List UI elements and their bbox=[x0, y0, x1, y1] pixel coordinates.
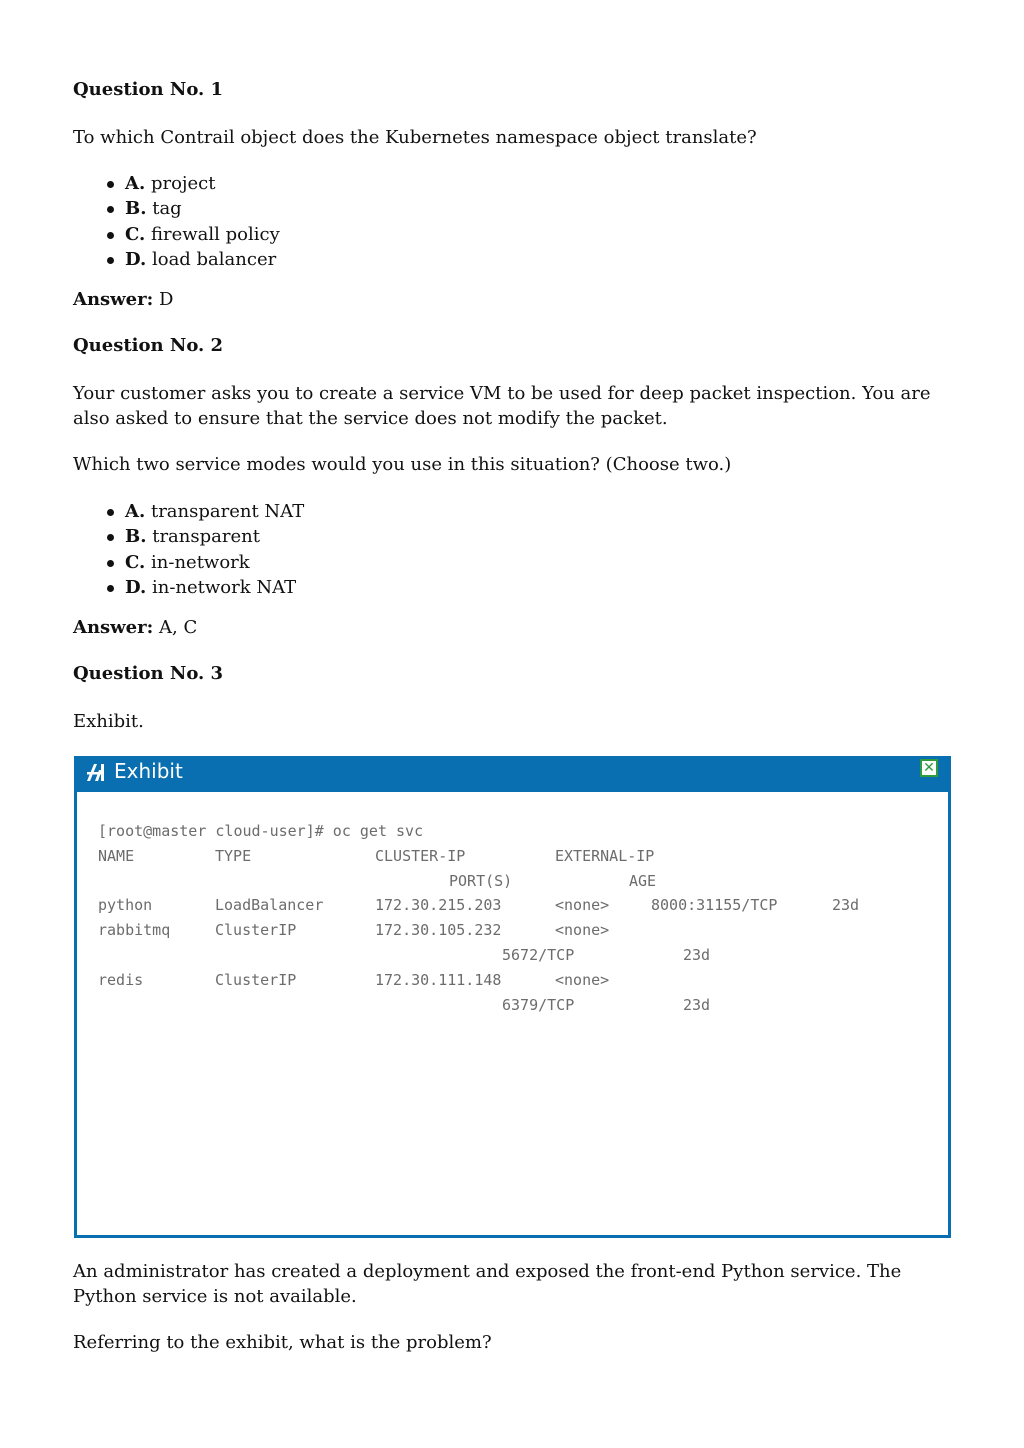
question-1-answer bbox=[73, 289, 173, 310]
bullet-icon bbox=[107, 206, 114, 213]
question-3-text-after: An administrator has created a deployment and exposed the front-end Python service. The Python service is not available. bbox=[73, 1261, 902, 1307]
row-cluster-ip: 172.30.215.203 bbox=[375, 896, 502, 914]
bullet-icon bbox=[107, 509, 114, 516]
row-ports: 8000:31155/TCP bbox=[651, 896, 778, 914]
answer-label: Answer: bbox=[73, 617, 154, 638]
row-age: 23d bbox=[683, 996, 711, 1014]
exhibit-title-bar bbox=[74, 756, 951, 790]
row-name: redis bbox=[98, 971, 144, 989]
row-ports: 5672/TCP bbox=[502, 946, 575, 964]
terminal-output bbox=[77, 792, 948, 1235]
header-type: TYPE bbox=[215, 847, 252, 865]
header-ports: PORT(S) bbox=[449, 872, 513, 890]
option-text: in-network NAT bbox=[151, 576, 297, 598]
option-letter: A. bbox=[125, 501, 146, 522]
option-text: transparent NAT bbox=[150, 501, 305, 522]
option-letter: C. bbox=[125, 551, 146, 573]
question-2-text-2: Which two service modes would you use in this situation? (Choose two.) bbox=[73, 454, 732, 475]
option-letter: B. bbox=[125, 526, 147, 548]
option-text: transparent bbox=[152, 526, 260, 548]
row-cluster-ip: 172.30.105.232 bbox=[375, 921, 502, 939]
answer-value: D bbox=[159, 289, 174, 310]
row-type: ClusterIP bbox=[215, 971, 297, 989]
row-name: rabbitmq bbox=[98, 921, 171, 939]
bullet-icon bbox=[107, 585, 114, 592]
row-age: 23d bbox=[832, 896, 860, 914]
option-text: load balancer bbox=[151, 248, 277, 270]
header-age: AGE bbox=[629, 872, 657, 890]
option-item bbox=[73, 196, 280, 221]
option-text: project bbox=[150, 173, 216, 194]
option-letter: D. bbox=[125, 576, 147, 598]
bullet-icon bbox=[107, 181, 114, 188]
answer-label: Answer: bbox=[73, 289, 154, 310]
row-cluster-ip: 172.30.111.148 bbox=[375, 971, 502, 989]
question-2-options bbox=[73, 499, 304, 600]
option-text: firewall policy bbox=[151, 223, 280, 245]
bullet-icon bbox=[107, 560, 114, 567]
option-item bbox=[73, 575, 304, 600]
row-type: LoadBalancer bbox=[215, 896, 324, 914]
question-3-text-after-2: Referring to the exhibit, what is the problem? bbox=[73, 1332, 492, 1353]
option-item bbox=[73, 499, 304, 524]
option-item bbox=[73, 222, 280, 247]
question-1-text: To which Contrail object does the Kubernetes namespace object translate? bbox=[73, 127, 757, 148]
option-letter: A. bbox=[125, 173, 146, 194]
bullet-icon bbox=[107, 232, 114, 239]
question-1-title: Question No. 1 bbox=[73, 79, 224, 100]
option-text: tag bbox=[152, 198, 182, 220]
option-item bbox=[73, 550, 304, 575]
header-cluster-ip: CLUSTER-IP bbox=[375, 847, 466, 865]
bullet-icon bbox=[107, 257, 114, 264]
row-type: ClusterIP bbox=[215, 921, 297, 939]
option-item bbox=[73, 171, 280, 196]
exhibit-window bbox=[74, 756, 951, 1238]
row-external-ip: <none> bbox=[555, 896, 610, 914]
bullet-icon bbox=[107, 534, 114, 541]
option-letter: B. bbox=[125, 198, 147, 220]
option-item bbox=[73, 247, 280, 272]
option-letter: C. bbox=[125, 223, 146, 245]
question-3-text: Exhibit. bbox=[73, 711, 144, 732]
header-name: NAME bbox=[98, 847, 135, 865]
question-2-answer bbox=[73, 617, 197, 638]
close-icon[interactable]: ✕ bbox=[920, 759, 938, 777]
row-ports: 6379/TCP bbox=[502, 996, 575, 1014]
exhibit-title: Exhibit bbox=[114, 759, 183, 783]
row-external-ip: <none> bbox=[555, 921, 610, 939]
answer-value: A, C bbox=[159, 617, 198, 638]
row-external-ip: <none> bbox=[555, 971, 610, 989]
option-letter: D. bbox=[125, 248, 147, 270]
terminal-prompt: [root@master cloud-user]# oc get svc bbox=[98, 822, 424, 840]
row-age: 23d bbox=[683, 946, 711, 964]
header-external-ip: EXTERNAL-IP bbox=[555, 847, 655, 865]
juniper-logo-icon bbox=[85, 762, 107, 782]
row-name: python bbox=[98, 896, 153, 914]
option-item bbox=[73, 524, 304, 549]
question-2-title: Question No. 2 bbox=[73, 335, 224, 356]
question-1-options bbox=[73, 171, 280, 272]
question-2-text: Your customer asks you to create a service VM to be used for deep packet inspection. You are also asked to ensure that the service does not modify the packet. bbox=[73, 383, 931, 429]
question-3-title: Question No. 3 bbox=[73, 663, 224, 684]
option-text: in-network bbox=[151, 551, 250, 573]
